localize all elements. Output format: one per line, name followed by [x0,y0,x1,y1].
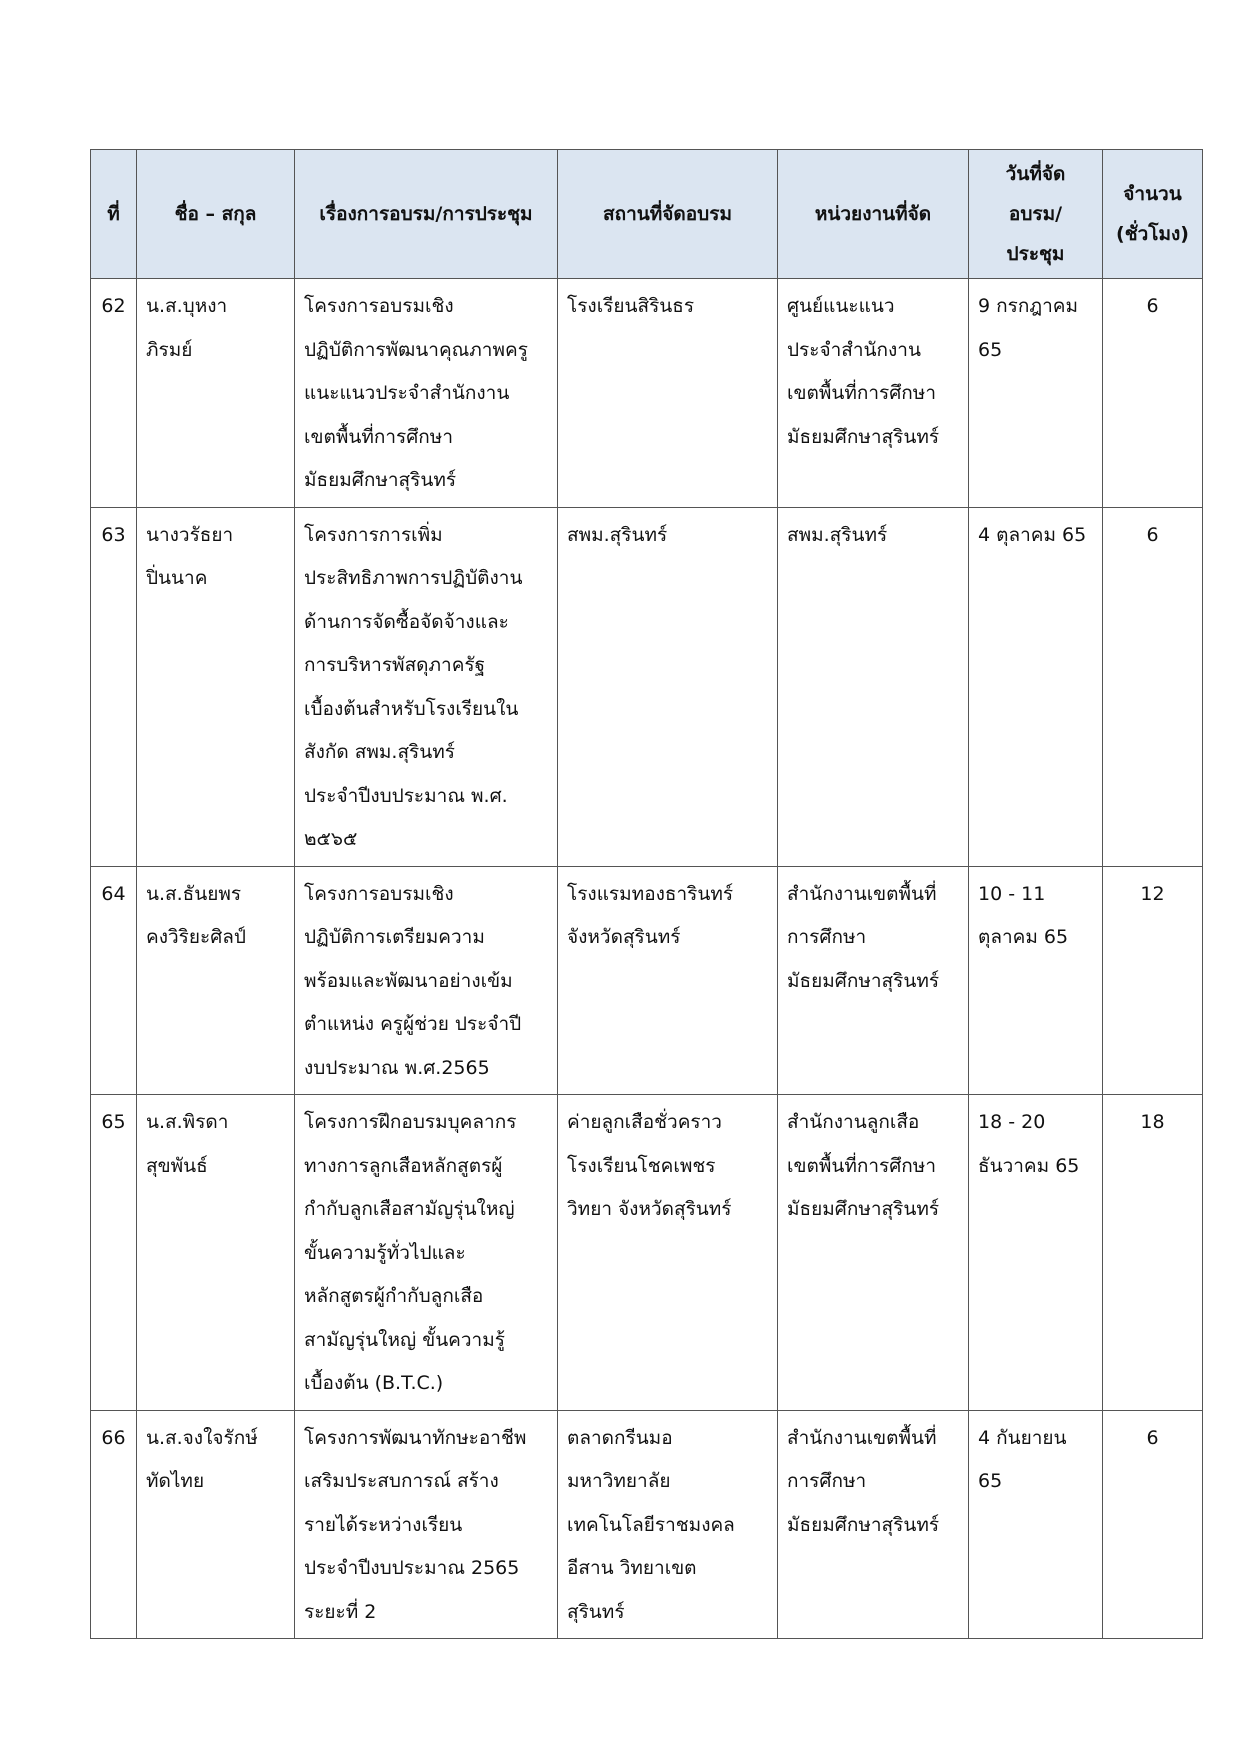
cell-place: โรงเรียนสิรินธร [558,279,778,508]
cell-topic: โครงการการเพิ่ม ประสิทธิภาพการปฏิบัติงาน ด้านการจัดซื้อจัดจ้างและ การบริหารพัสดุภาครัฐ เบื้องต้นสำหรับโรงเรียนใน สังกัด สพม.สุรินทร์ ประจำปีงบประมาณ พ.ศ. ๒๕๖๕ [295,507,558,866]
cell-name: น.ส.จงใจรักษ์ ทัดไทย [137,1410,295,1639]
cell-date: 9 กรกฎาคม 65 [969,279,1103,508]
cell-place: สพม.สุรินทร์ [558,507,778,866]
cell-place: ค่ายลูกเสือชั่วคราว โรงเรียนโชคเพชร วิทยา จังหวัดสุรินทร์ [558,1095,778,1411]
cell-date: 18 - 20 ธันวาคม 65 [969,1095,1103,1411]
cell-name: นางวรัธยา ปิ่นนาค [137,507,295,866]
table-row [91,279,1203,508]
cell-topic: โครงการอบรมเชิง ปฏิบัติการเตรียมความ พร้อมและพัฒนาอย่างเข้ม ตำแหน่ง ครูผู้ช่วย ประจำปี งบประมาณ พ.ศ.2565 [295,866,558,1095]
cell-organizer: สำนักงานเขตพื้นที่ การศึกษา มัธยมศึกษาสุรินทร์ [778,866,969,1095]
cell-organizer: สำนักงานเขตพื้นที่ การศึกษา มัธยมศึกษาสุรินทร์ [778,1410,969,1639]
cell-topic: โครงการพัฒนาทักษะอาชีพ เสริมประสบการณ์ สร้าง รายได้ระหว่างเรียน ประจำปีงบประมาณ 2565 ระยะที่ 2 [295,1410,558,1639]
table-body [91,279,1203,1639]
header-name: ชื่อ – สกุล [137,150,295,279]
table-header [91,150,1203,279]
cell-name: น.ส.พิรดา สุขพันธ์ [137,1095,295,1411]
header-row [91,150,1203,279]
cell-no: 62 [91,279,137,508]
cell-name: น.ส.บุหงา ภิรมย์ [137,279,295,508]
header-organizer: หน่วยงานที่จัด [778,150,969,279]
table-row [91,507,1203,866]
cell-no: 64 [91,866,137,1095]
cell-date: 4 กันยายน 65 [969,1410,1103,1639]
cell-no: 65 [91,1095,137,1411]
cell-hours: 6 [1103,279,1203,508]
cell-topic: โครงการฝึกอบรมบุคลากร ทางการลูกเสือหลักสูตรผู้ กำกับลูกเสือสามัญรุ่นใหญ่ ขั้นความรู้ทั่วไปและ หลักสูตรผู้กำกับลูกเสือ สามัญรุ่นใหญ่ ขั้นความรู้ เบื้องต้น (B.T.C.) [295,1095,558,1411]
cell-place: ตลาดกรีนมอ มหาวิทยาลัย เทคโนโลยีราชมงคล อีสาน วิทยาเขต สุรินทร์ [558,1410,778,1639]
cell-topic: โครงการอบรมเชิง ปฏิบัติการพัฒนาคุณภาพครู แนะแนวประจำสำนักงาน เขตพื้นที่การศึกษา มัธยมศึกษาสุรินทร์ [295,279,558,508]
cell-name: น.ส.ธันยพร คงวิริยะศิลป์ [137,866,295,1095]
cell-hours: 12 [1103,866,1203,1095]
header-no: ที่ [91,150,137,279]
cell-no: 66 [91,1410,137,1639]
cell-hours: 6 [1103,507,1203,866]
training-records-table [90,149,1203,1639]
header-topic: เรื่องการอบรม/การประชุม [295,150,558,279]
cell-no: 63 [91,507,137,866]
cell-hours: 6 [1103,1410,1203,1639]
cell-organizer: สำนักงานลูกเสือ เขตพื้นที่การศึกษา มัธยมศึกษาสุรินทร์ [778,1095,969,1411]
cell-organizer: สพม.สุรินทร์ [778,507,969,866]
cell-date: 10 - 11 ตุลาคม 65 [969,866,1103,1095]
header-place: สถานที่จัดอบรม [558,150,778,279]
table-row [91,1095,1203,1411]
table-row [91,1410,1203,1639]
cell-date: 4 ตุลาคม 65 [969,507,1103,866]
cell-place: โรงแรมทองธารินทร์ จังหวัดสุรินทร์ [558,866,778,1095]
header-hours: จำนวน (ชั่วโมง) [1103,150,1203,279]
cell-organizer: ศูนย์แนะแนว ประจำสำนักงาน เขตพื้นที่การศึกษา มัธยมศึกษาสุรินทร์ [778,279,969,508]
table-row [91,866,1203,1095]
header-date: วันที่จัด อบรม/ ประชุม [969,150,1103,279]
cell-hours: 18 [1103,1095,1203,1411]
